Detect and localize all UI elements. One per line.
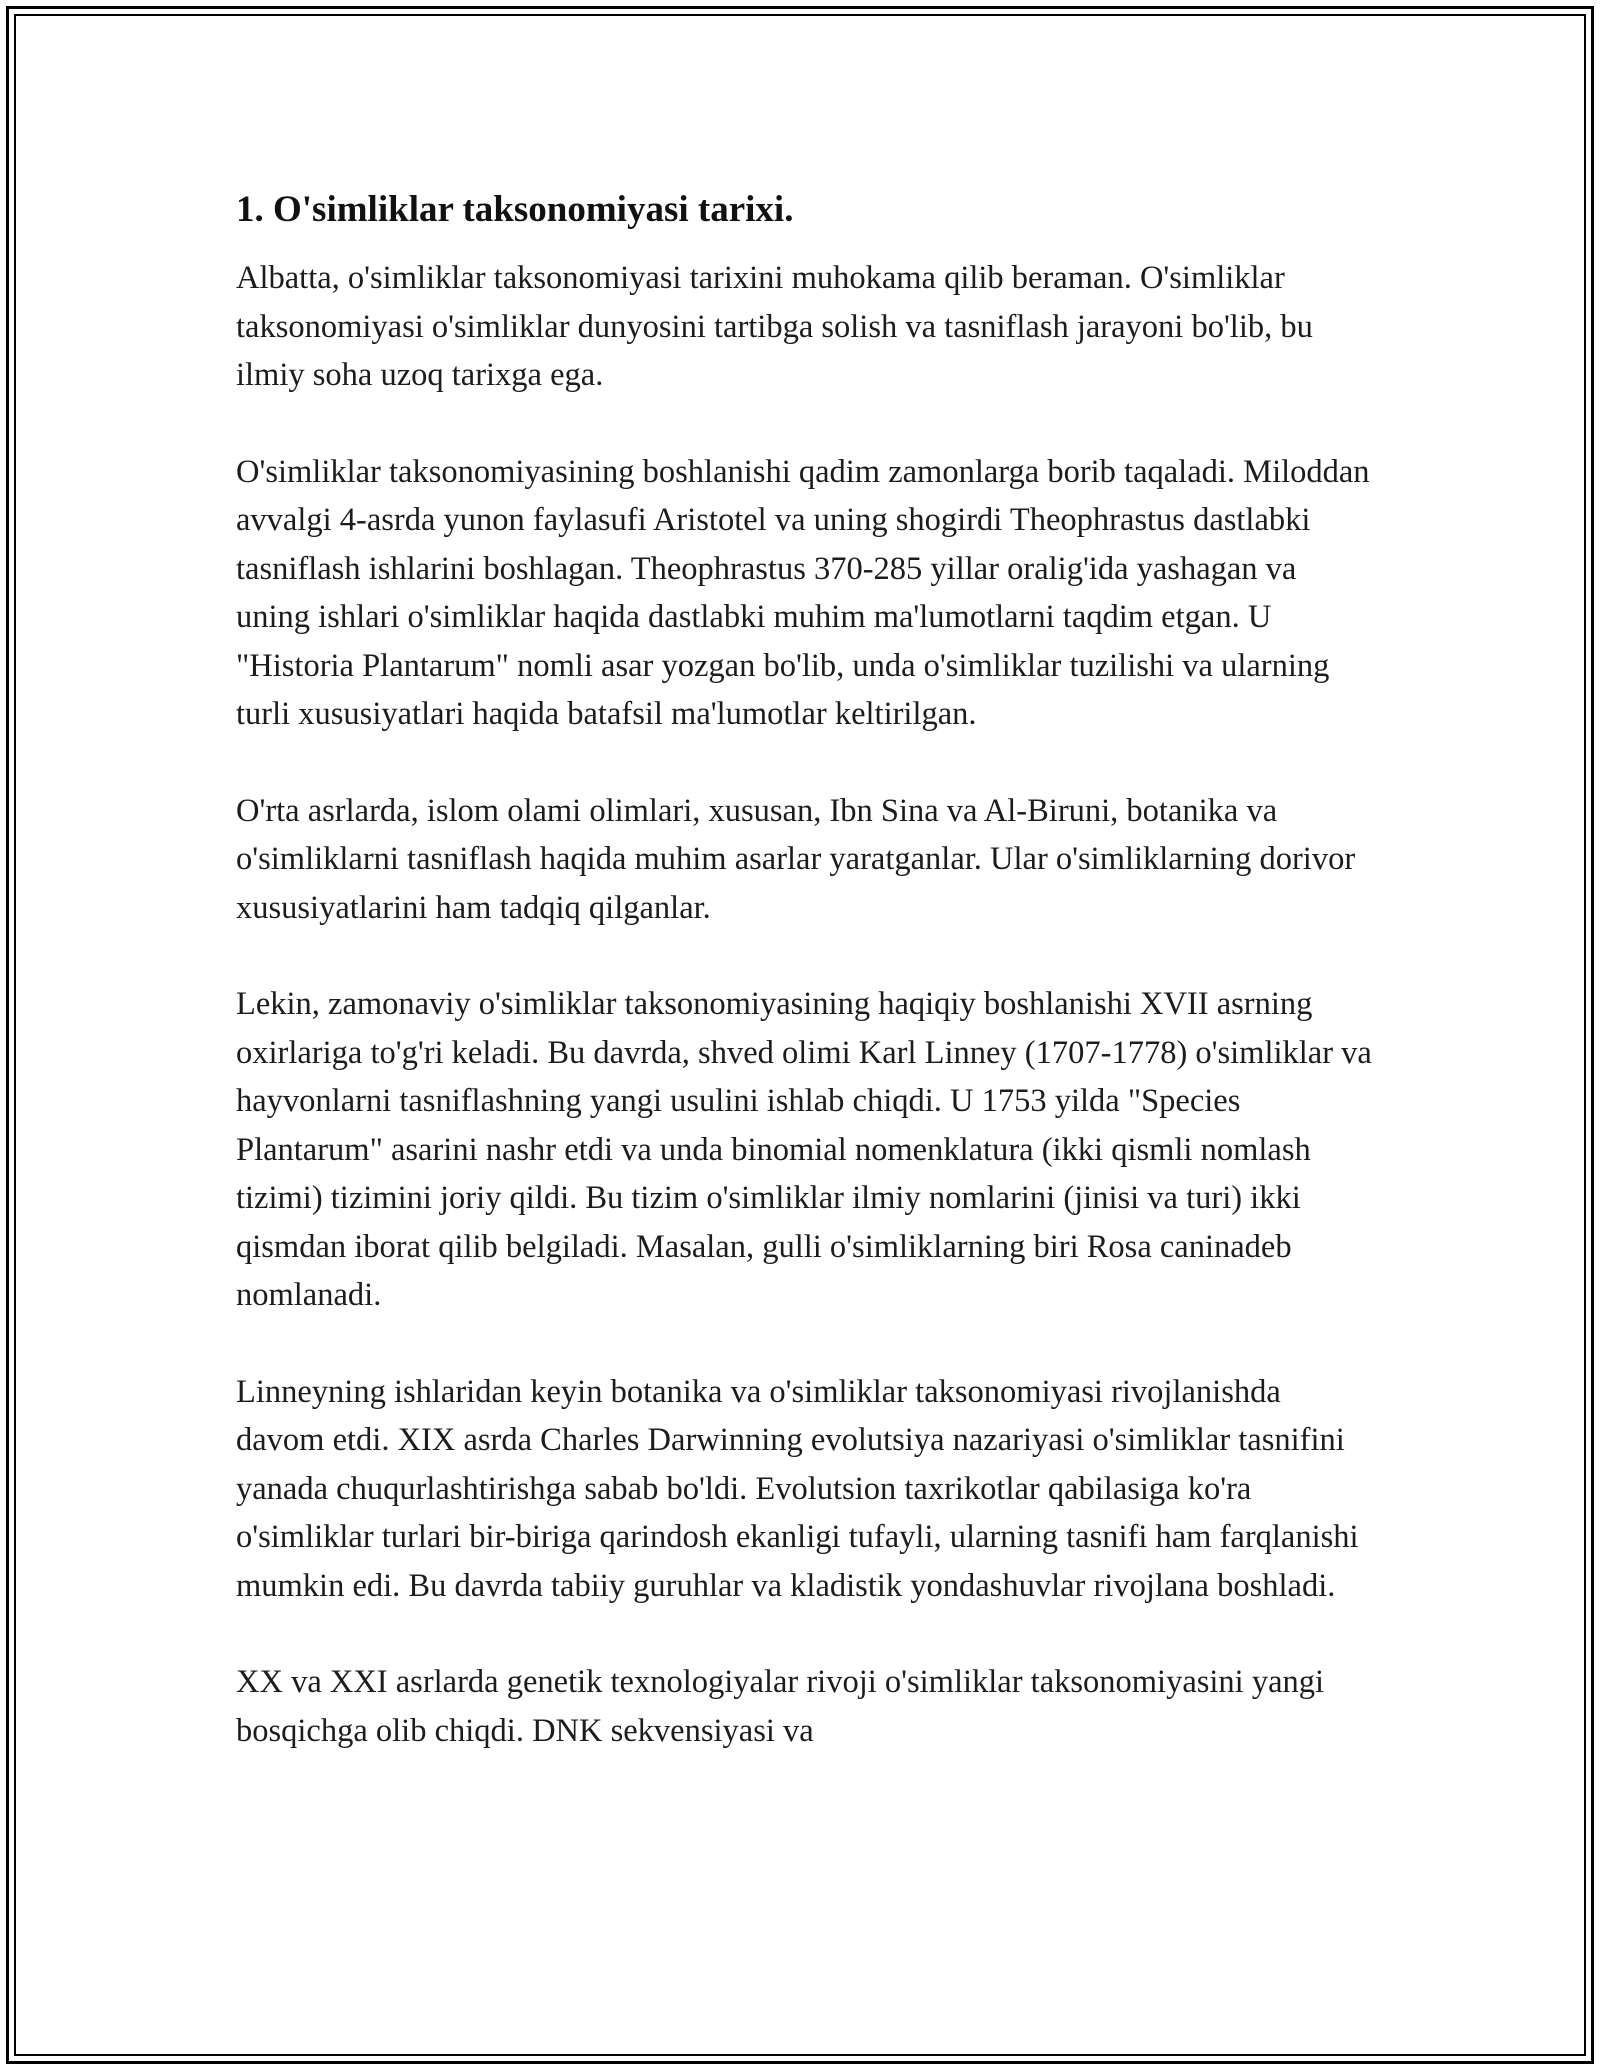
section-heading: 1. O'simliklar taksonomiyasi tarixi.: [236, 189, 794, 230]
paragraph-modern-genetics: XX va XXI asrlarda genetik texnologiyalar rivoji o'simliklar taksonomiyasini yangi bosqichga olib chiqdi. DNK sekvensiyasi va: [236, 1664, 1325, 1749]
paragraph-middle-ages: O'rta asrlarda, islom olami olimlari, xususan, Ibn Sina va Al-Biruni, botanika va o'simliklarni tasniflash haqida muhim asarlar yaratganlar. Ular o'simliklarning dorivor xususiyatlarini ham tadqiq qilganlar.: [236, 792, 1356, 926]
document-body: [236, 188, 1376, 1803]
paragraph-ancient-origins: O'simliklar taksonomiyasining boshlanishi qadim zamonlarga borib taqaladi. Miloddan avvalgi 4-asrda yunon faylasufi Aristotel va uning shogirdi Theophrastus dastlabki tasniflash ishlarini boshlagan. Theophrastus 370-285 yillar oralig'ida yashagan va uning ishlari o'simliklar haqida dastlabki muhim ma'lumotlarni taqdim etgan. U "Historia Plantarum" nomli asar yozgan bo'lib, unda o'simliklar tuzilishi va ularning turli xususiyatlari haqida batafsil ma'lumotlar keltirilgan.: [236, 453, 1370, 732]
paragraph-linnaeus: Lekin, zamonaviy o'simliklar taksonomiyasining haqiqiy boshlanishi XVII asrning oxirlariga to'g'ri keladi. Bu davrda, shved olimi Karl Linney (1707-1778) o'simliklar va hayvonlarni tasniflashning yangi usulini ishlab chiqdi. U 1753 yilda "Species Plantarum" asarini nashr etdi va unda binomial nomenklatura (ikki qismli nomlash tizimi) tizimini joriy qildi. Bu tizim o'simliklar ilmiy nomlarini (jinisi va turi) ikki qismdan iborat qilib belgiladi. Masalan, gulli o'simliklarning biri Rosa caninadeb nomlanadi.: [236, 986, 1372, 1313]
paragraph-darwin: Linneyning ishlaridan keyin botanika va o'simliklar taksonomiyasi rivojlanishda davom etdi. XIX asrda Charles Darwinning evolutsiya nazariyasi o'simliklar tasnifini yanada chuqurlashtirishga sabab bo'ldi. Evolutsion taxrikotlar qabilasiga ko'ra o'simliklar turlari bir-biriga qarindosh ekanligi tufayli, ularning tasnifi ham farqlanishi mumkin edi. Bu davrda tabiiy guruhlar va kladistik yondashuvlar rivojlana boshladi.: [236, 1373, 1359, 1604]
paragraph-intro: Albatta, o'simliklar taksonomiyasi tarixini muhokama qilib beraman. O'simliklar taksonomiyasi o'simliklar dunyosini tartibga solish va tasniflash jarayoni bo'lib, bu ilmiy soha uzoq tarixga ega.: [236, 260, 1313, 393]
